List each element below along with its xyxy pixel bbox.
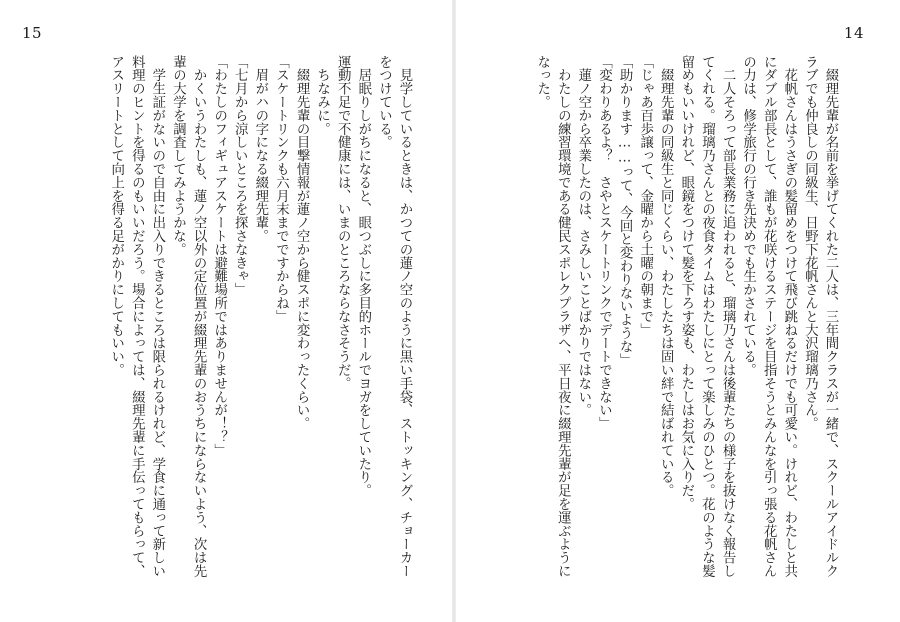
body-text-right <box>510 55 840 595</box>
text-line: 「変わりあるよ？ さやとスケートリンクでデートできない」 <box>596 55 612 431</box>
text-line: 「わたしのフィギュアスケートは避難場所ではありませんが！？」 <box>211 55 227 457</box>
text-line: 「助かります……って、今回と変わりないような」 <box>617 55 633 367</box>
text-line: 綴理先輩が名前を挙げてくれた二人は、三年間クラスが一緒で、スクールアイドルク <box>823 55 838 578</box>
text-line: 眉がハの字になる綴理先輩。 <box>252 55 268 243</box>
text-line: の力は、修学旅行の行き先決めでも生かされている。 <box>740 55 756 377</box>
body-text-left <box>39 55 414 595</box>
text-line: アスリートとして向上を得る足がかりにしてもいい。 <box>108 55 124 377</box>
text-line: 留めもいいけれど、眼鏡をつけて髪を下ろす姿も、わたしはお気に入りだ。 <box>678 55 694 511</box>
text-line: をつけている。 <box>376 55 392 149</box>
text-line: 花帆さんはうさぎの髪留めをつけて飛び跳ねるだけでも可愛い。けれど、わたしと共 <box>781 55 797 578</box>
text-line: 「じゃあ百歩譲って、金曜から土曜の朝まで」 <box>637 55 653 337</box>
text-line: わたしの練習環境である健民スポレクプラザへ、平日夜に綴理先輩が足を運ぶように <box>555 55 571 578</box>
text-line: 居眠りしがちになると、眼つぶしに多目的ホールでヨガをしていたり。 <box>355 55 371 498</box>
text-line: 「スケートリンクも六月末までですからね」 <box>273 55 289 323</box>
text-line: かくいうわたしも、蓮ノ空以外の定位置が綴理先輩のおうちにならないよう、次は先 <box>191 55 207 578</box>
text-line: 二人そろって部長業務に追われると、瑠璃乃さんは後輩たちの様子を抜けなく報告し <box>720 55 736 578</box>
text-line: 運動不足で不健康には、いまのところならなさそうだ。 <box>335 55 351 390</box>
text-line: ちなみに。 <box>314 55 330 136</box>
text-line: 蓮ノ空から卒業したのは、さみしいことばかりではない。 <box>575 55 591 417</box>
page-number: 14 <box>843 24 864 42</box>
text-line: 学生証がないので自由に出入りできるところは限られるけれど、学食に通って新しい <box>149 55 165 578</box>
text-line: にダブル部長として、誰もが花咲けるステージを目指そうとみんなを引っ張る花帆さん <box>761 55 777 578</box>
text-line: 見学しているときは、かつての蓮ノ空のように黒い手袋、ストッキング、チョーカー <box>397 55 412 578</box>
right-page <box>456 0 900 622</box>
text-line: 輩の大学を調査してみようかな。 <box>170 55 186 256</box>
text-line: てくれる。瑠璃乃さんとの夜食タイムはわたしにとって楽しみのひとつ。花のような髪 <box>699 55 715 578</box>
text-line: なった。 <box>534 55 550 109</box>
text-line: 料理のヒントを得るのもいいだろう。場合によっては、綴理先輩に手伝ってもらって、 <box>129 55 145 578</box>
text-line: 綴理先輩の目撃情報が蓮ノ空から健スポに変わったくらい。 <box>294 55 310 431</box>
page-number: 15 <box>22 24 43 42</box>
text-line: 綴理先輩の同級生と同じくらい、わたしたちは固い絆で結ばれている。 <box>658 55 674 498</box>
text-line: 「七月から涼しいところを探さなきゃ」 <box>232 55 248 297</box>
text-line: ラブでも仲良しの同級生、日野下花帆さんと大沢瑠璃乃さん。 <box>802 55 818 431</box>
